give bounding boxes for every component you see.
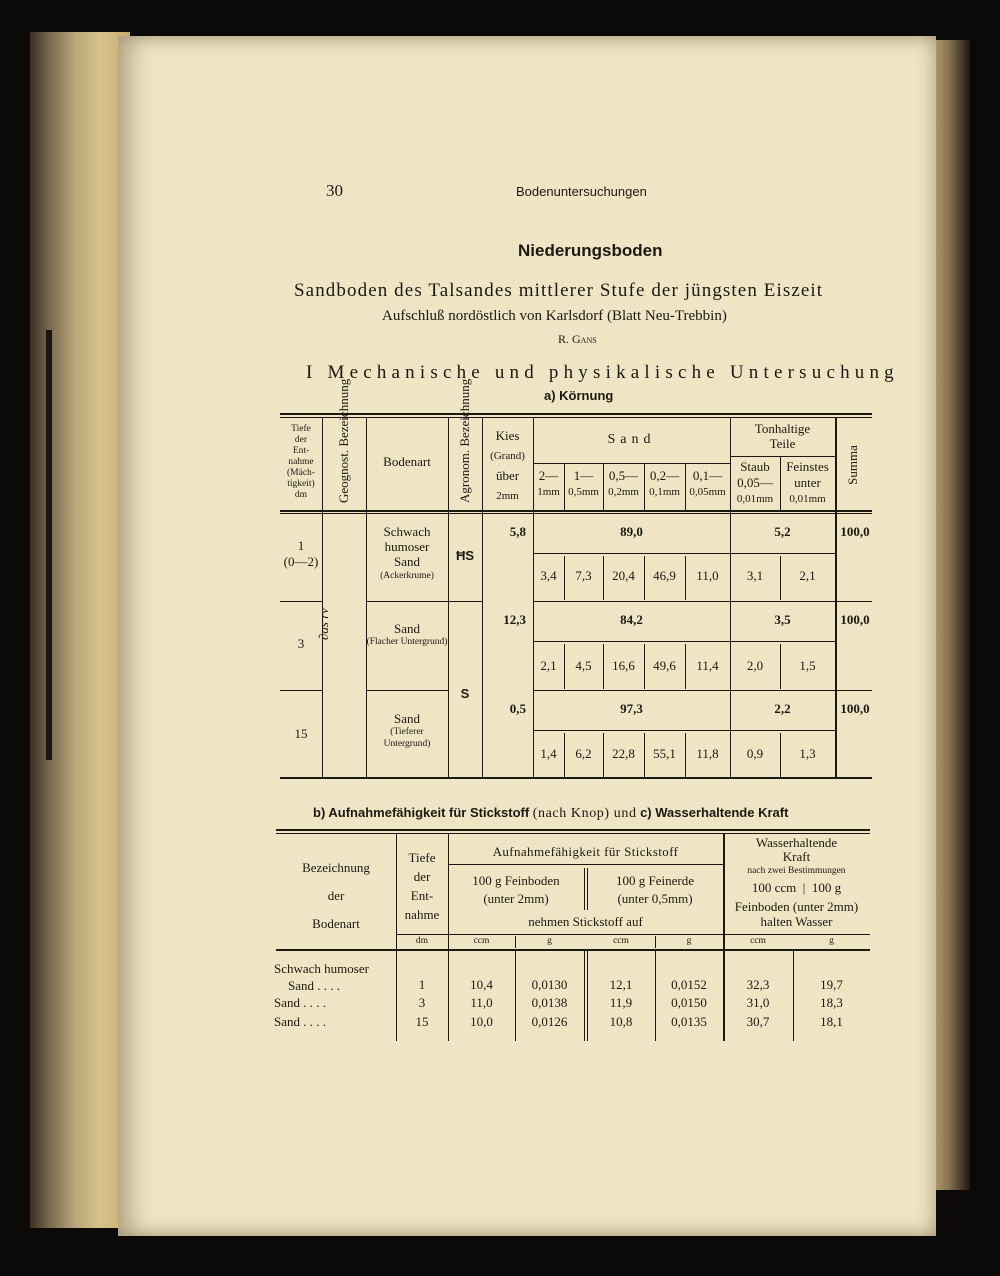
section-title: I Mechanische und physikalische Untersuchung (306, 362, 899, 383)
author: R. Gans (558, 332, 597, 346)
subtitle: Sandboden des Talsandes mittlerer Stufe der jüngsten Eiszeit (294, 280, 824, 301)
header-sand-col-4: 0,2— 0,1mm (649, 468, 680, 498)
unit-g: g (829, 936, 834, 946)
page-title: Niederungsboden (518, 241, 663, 260)
header-agronom: Agronom. Bezeichnung (457, 378, 472, 503)
header-zwei-best: nach zwei Bestimmungen (747, 866, 846, 876)
header-ccm-g: 100 ccm | 100 g (751, 880, 842, 895)
header-tiefe: Tiefe der Ent- nahme (Mäch- tigkeit) dm (287, 424, 315, 500)
header-feinboden: 100 g Feinboden (unter 2mm) (472, 873, 560, 906)
header-staub: Staub 0,05— 0,01mm (736, 459, 774, 505)
unit-ccm: ccm (473, 936, 490, 946)
page-number: 30 (326, 181, 343, 200)
running-title: Bodenuntersuchungen (516, 184, 647, 199)
header-tiefe-b: Tiefe der Ent- nahme (404, 850, 440, 922)
book-edge-stripe (46, 330, 52, 760)
header-sand-col-2: 1— 0,5mm (568, 468, 599, 498)
header-sand-col-5: 0,1— 0,05mm (689, 468, 726, 498)
header-tonhaltige: Tonhaltige Teile (754, 421, 811, 451)
header-feinerde: 100 g Feinerde (unter 0,5mm) (616, 873, 694, 906)
book-page: 30 Bodenuntersuchungen Niederungsboden Sandboden des Talsandes mittlerer Stufe der jüngsten Eiszeit Aufschluß nordöstlich von Karlsdorf (Blatt Neu-Trebbin) R. Gans I Mechanische und physikalische Untersuchung a) Körnung Tiefe der Ent- nahme (Mäch- tigkeit) dm Geognost. Bezeichnung Bodenart Agronom. Bezeichnung Kies (Grand) über 2mm Sand 2— 1mm 1— 0,5mm 0,5— 0,2mm 0,2— 0,1mm 0,1— 0,05mm Tonhaltige Teile Staub 0,05— 0,01mm Feinstes unter 0,01mm Summa ∂as rv 1 (0—2) Schwach humoser Sand (Ackerkrume) ĦS 5,8 89,0 3,4 7,3 20,4 46,9 11,0 5,2 3,1 2,1 100,0 3 Sand (Flacher Untergrund) S 12,3 84,2 2,1 4,5 16,6 49,6 11,4 3,5 2,0 1,5 100,0 15 Sand (Tieferer Untergrund) 0,5 97,3 1,4 6,2 22,8 55,1 11,8 2,2 0,9 1,3 100,0 b) Aufnahmefähigkeit für Stickstoff (nach Knop) und c) Wasserhaltende Kraft Bezeichnung der Bodenart Tiefe der Ent- nahme Aufnahmefähigkeit für Stickstoff 100 g Feinboden (unter 2mm) 100 g Feinerde (unter 0,5mm) nehmen Stickstoff auf Wasserhaltende Kraft nach zwei Bestimmungen 100 ccm | 100 g Feinboden (unter 2mm) halten Wasser dm ccm g ccm g ccm g Schwach humoser Sand . . . . 1 10,4 0,0130 12,1 0,0152 32,3 19,7 Sand . . . . 3 11,0 0,0138 11,9 0,0150 31,0 18,3 Sand . . . . 15 10,0 0,0126 10,8 0,0135 30,7 18,1 (118, 36, 936, 1236)
unit-dm: dm (415, 936, 429, 946)
geognost-value: ∂as rv (316, 607, 331, 641)
header-sand-col-3: 0,5— 0,2mm (608, 468, 639, 498)
header-aufnahme: Aufnahmefähigkeit für Stickstoff (492, 844, 679, 859)
header-sand-col-1: 2— 1mm (537, 468, 560, 498)
location-line: Aufschluß nordöstlich von Karlsdorf (Blatt Neu-Trebbin) (382, 308, 727, 324)
book-page-edges (30, 32, 130, 1228)
header-kies: Kies (Grand) über 2mm (490, 428, 525, 502)
unit-g: g (686, 936, 692, 946)
header-summa: Summa (845, 445, 860, 485)
header-nehmen: nehmen Stickstoff auf (528, 914, 643, 929)
header-wasser: Wasserhaltende Kraft (755, 835, 838, 864)
table-b-caption: b) Aufnahmefähigkeit für Stickstoff (nach Knop) und c) Wasserhaltende Kraft (313, 805, 789, 821)
unit-ccm: ccm (613, 936, 629, 946)
header-halten: Feinboden (unter 2mm) halten Wasser (734, 899, 859, 929)
header-bezeichnung: Bezeichnung der Bodenart (302, 860, 370, 931)
unit-g: g (547, 936, 552, 946)
header-bodenart: Bodenart (383, 454, 431, 469)
unit-ccm: ccm (750, 936, 766, 946)
header-feinstes: Feinstes unter 0,01mm (786, 459, 829, 505)
header-sand: Sand (607, 432, 656, 447)
table-a-caption: a) Körnung (544, 388, 614, 403)
header-geognost: Geognost. Bezeichnung (336, 378, 351, 503)
